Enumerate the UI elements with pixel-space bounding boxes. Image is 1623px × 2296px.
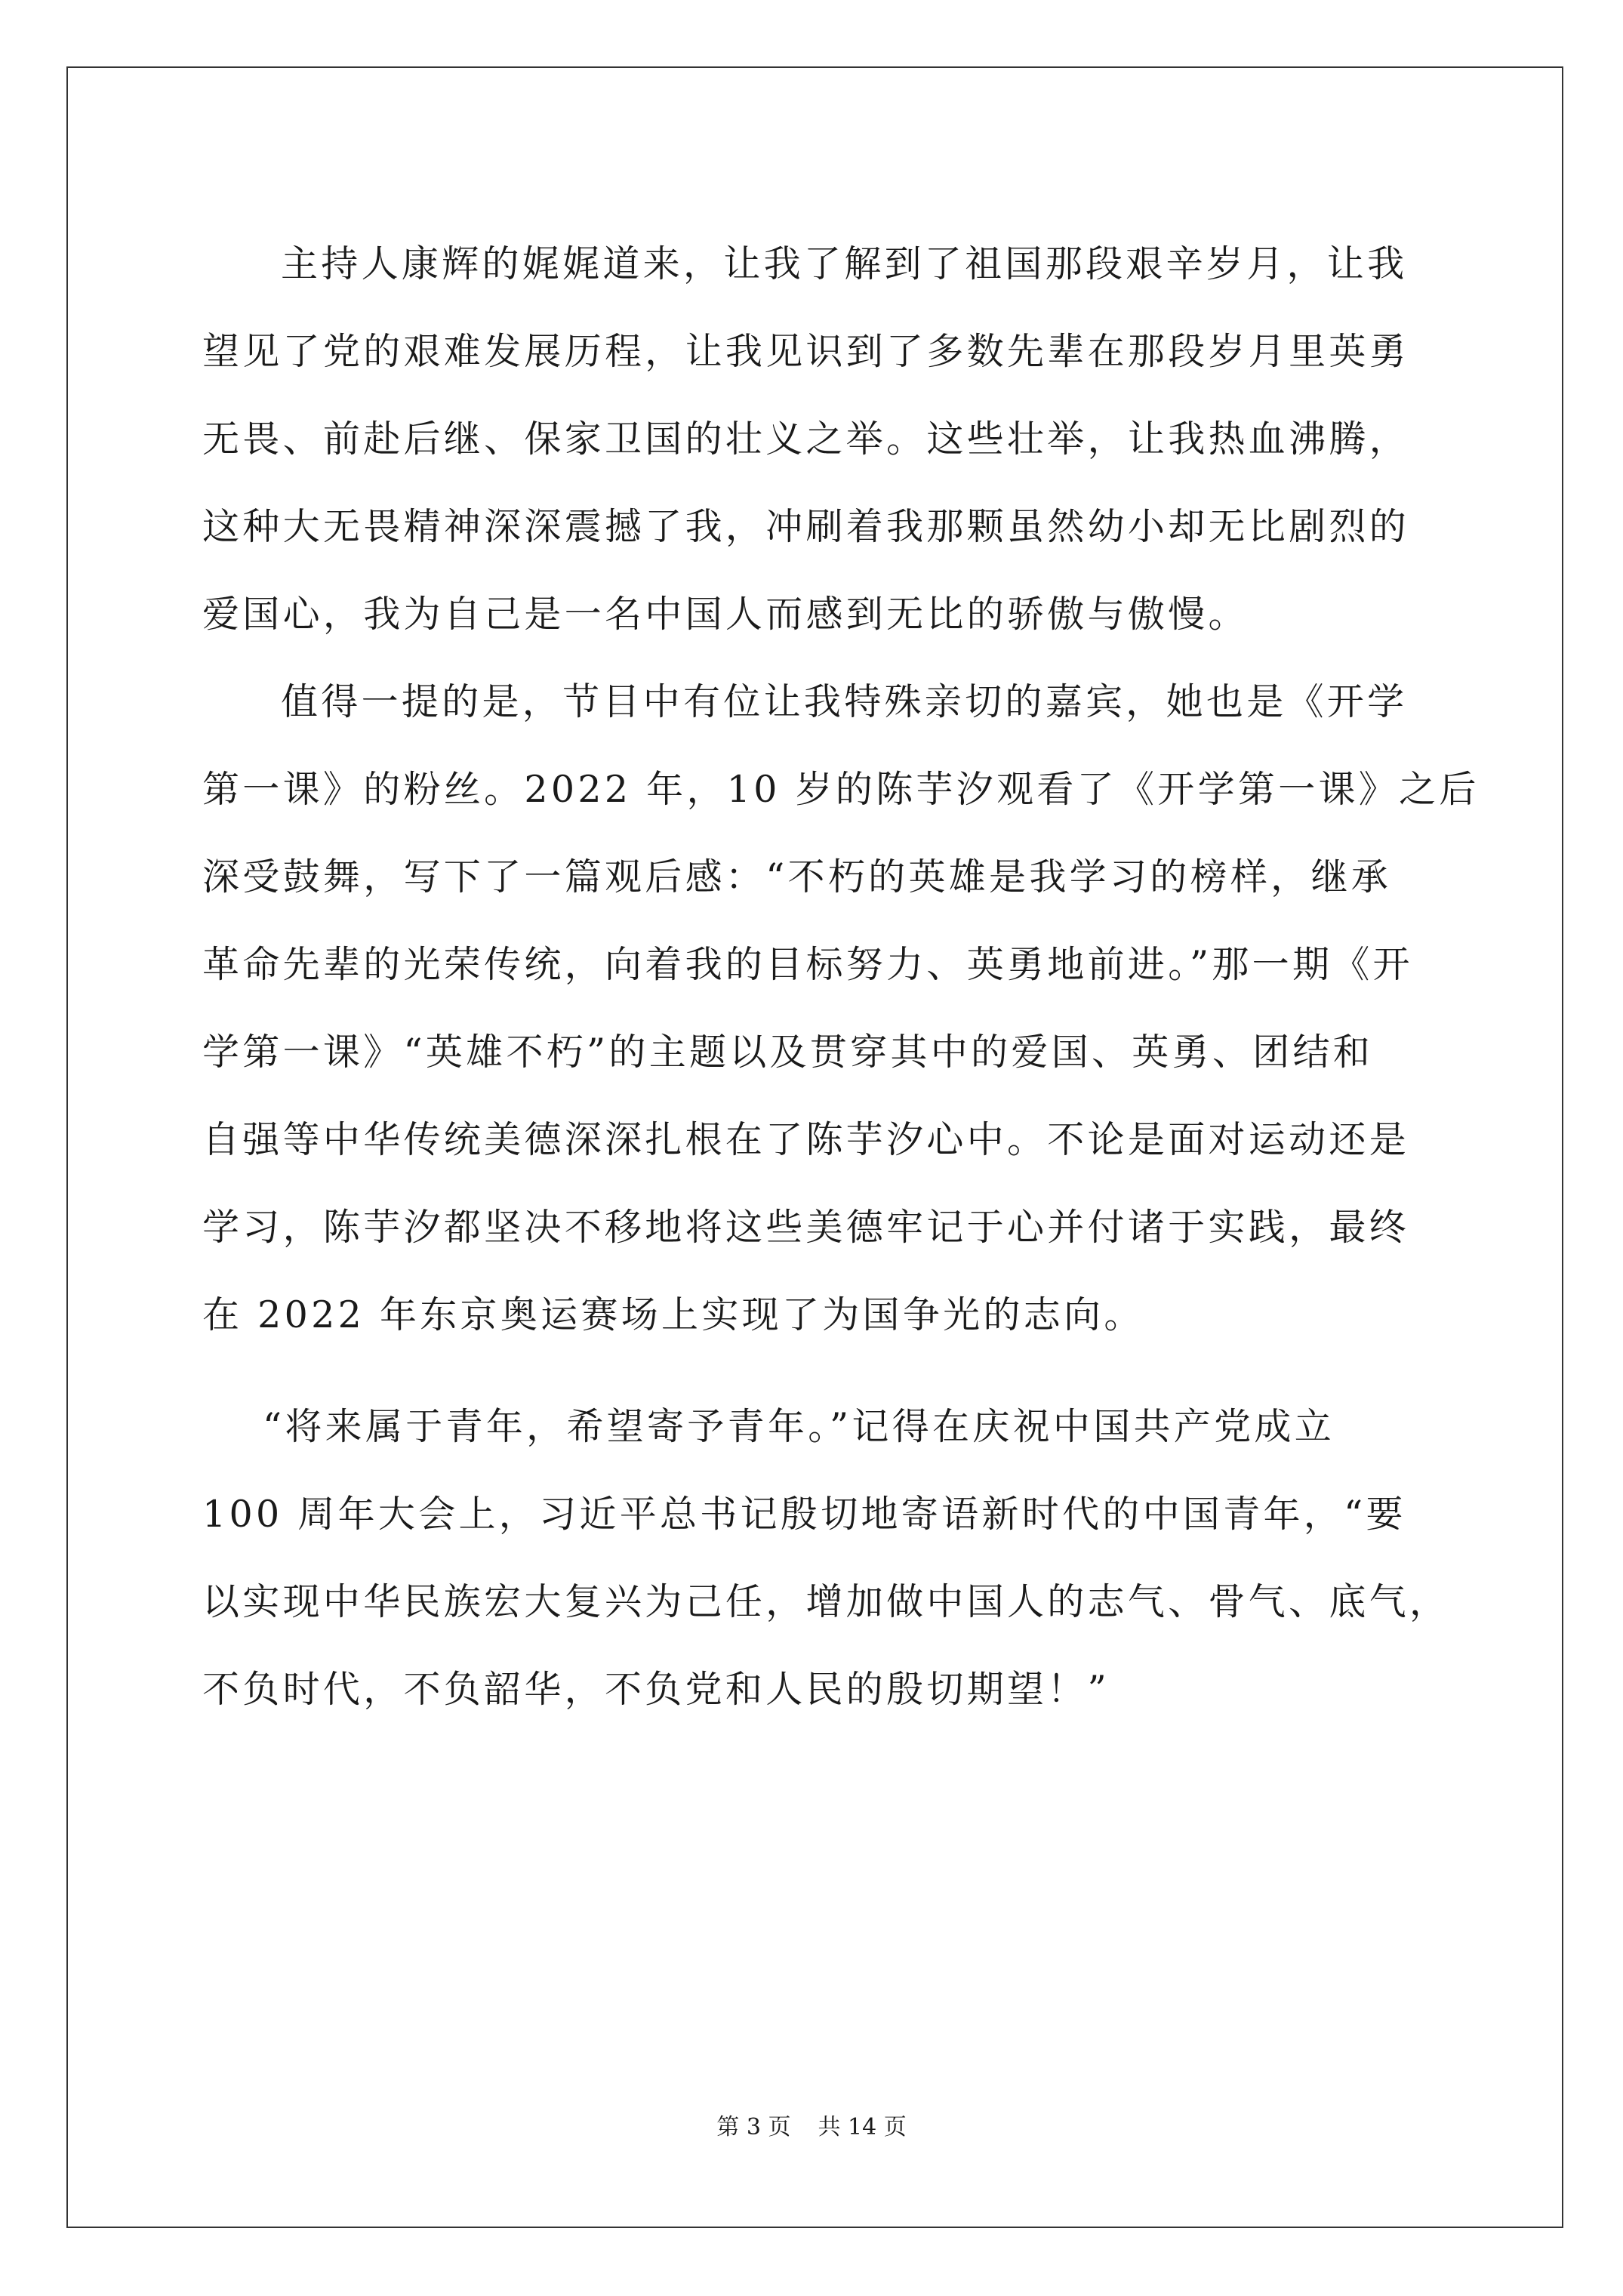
page-footer <box>0 2108 1623 2141</box>
paragraph-1-line-1: 主持人康辉的娓娓道来，让我了解到了祖国那段艰辛岁月，让我 <box>281 242 1408 285</box>
paragraph-2-line-3: 深受鼓舞，写下了一篇观后感：“不朽的英雄是我学习的榜样，继承 <box>202 855 1392 898</box>
paragraph-3-line-4: 不负时代，不负韶华，不负党和人民的殷切期望！” <box>202 1668 1110 1711</box>
page-total: 共 14 页 <box>818 2114 907 2140</box>
paragraph-2-line-1: 值得一提的是，节目中有位让我特殊亲切的嘉宾，她也是《开学 <box>281 680 1408 723</box>
paragraph-2-line-8: 在 2022 年东京奥运赛场上实现了为国争光的志向。 <box>202 1293 1144 1336</box>
paragraph-2-line-6: 自强等中华传统美德深深扎根在了陈芋汐心中。不论是面对运动还是 <box>202 1118 1410 1161</box>
paragraph-3-line-1: “将来属于青年，希望寄予青年。”记得在庆祝中国共产党成立 <box>263 1405 1335 1448</box>
paragraph-3-line-2: 100 周年大会上，习近平总书记殷切地寄语新时代的中国青年，“要 <box>202 1493 1406 1536</box>
paragraph-2-line-7: 学习，陈芋汐都坚决不移地将这些美德牢记于心并付诸于实践，最终 <box>202 1206 1410 1249</box>
paragraph-1-line-3: 无畏、前赴后继、保家卫国的壮义之举。这些壮举，让我热血沸腾， <box>202 418 1410 461</box>
paragraph-1-line-4: 这种大无畏精神深深震撼了我，冲刷着我那颗虽然幼小却无比剧烈的 <box>202 505 1410 548</box>
paragraph-2-line-2: 第一课》的粉丝。2022 年，10 岁的陈芋汐观看了《开学第一课》之后 <box>202 768 1480 811</box>
paragraph-2-line-4: 革命先辈的光荣传统，向着我的目标努力、英勇地前进。”那一期《开 <box>202 943 1413 986</box>
page-number: 第 3 页 <box>716 2114 791 2140</box>
paragraph-3-line-3: 以实现中华民族宏大复兴为己任，增加做中国人的志气、骨气、底气， <box>202 1580 1450 1623</box>
paragraph-1-line-5: 爱国心，我为自己是一名中国人而感到无比的骄傲与傲慢。 <box>202 593 1249 636</box>
document-body <box>202 220 1480 1734</box>
paragraph-1-line-2: 望见了党的艰难发展历程，让我见识到了多数先辈在那段岁月里英勇 <box>202 330 1410 373</box>
paragraph-spacer <box>202 1359 1433 1383</box>
paragraph-2-line-5: 学第一课》“英雄不朽”的主题以及贯穿其中的爱国、英勇、团结和 <box>202 1031 1374 1074</box>
